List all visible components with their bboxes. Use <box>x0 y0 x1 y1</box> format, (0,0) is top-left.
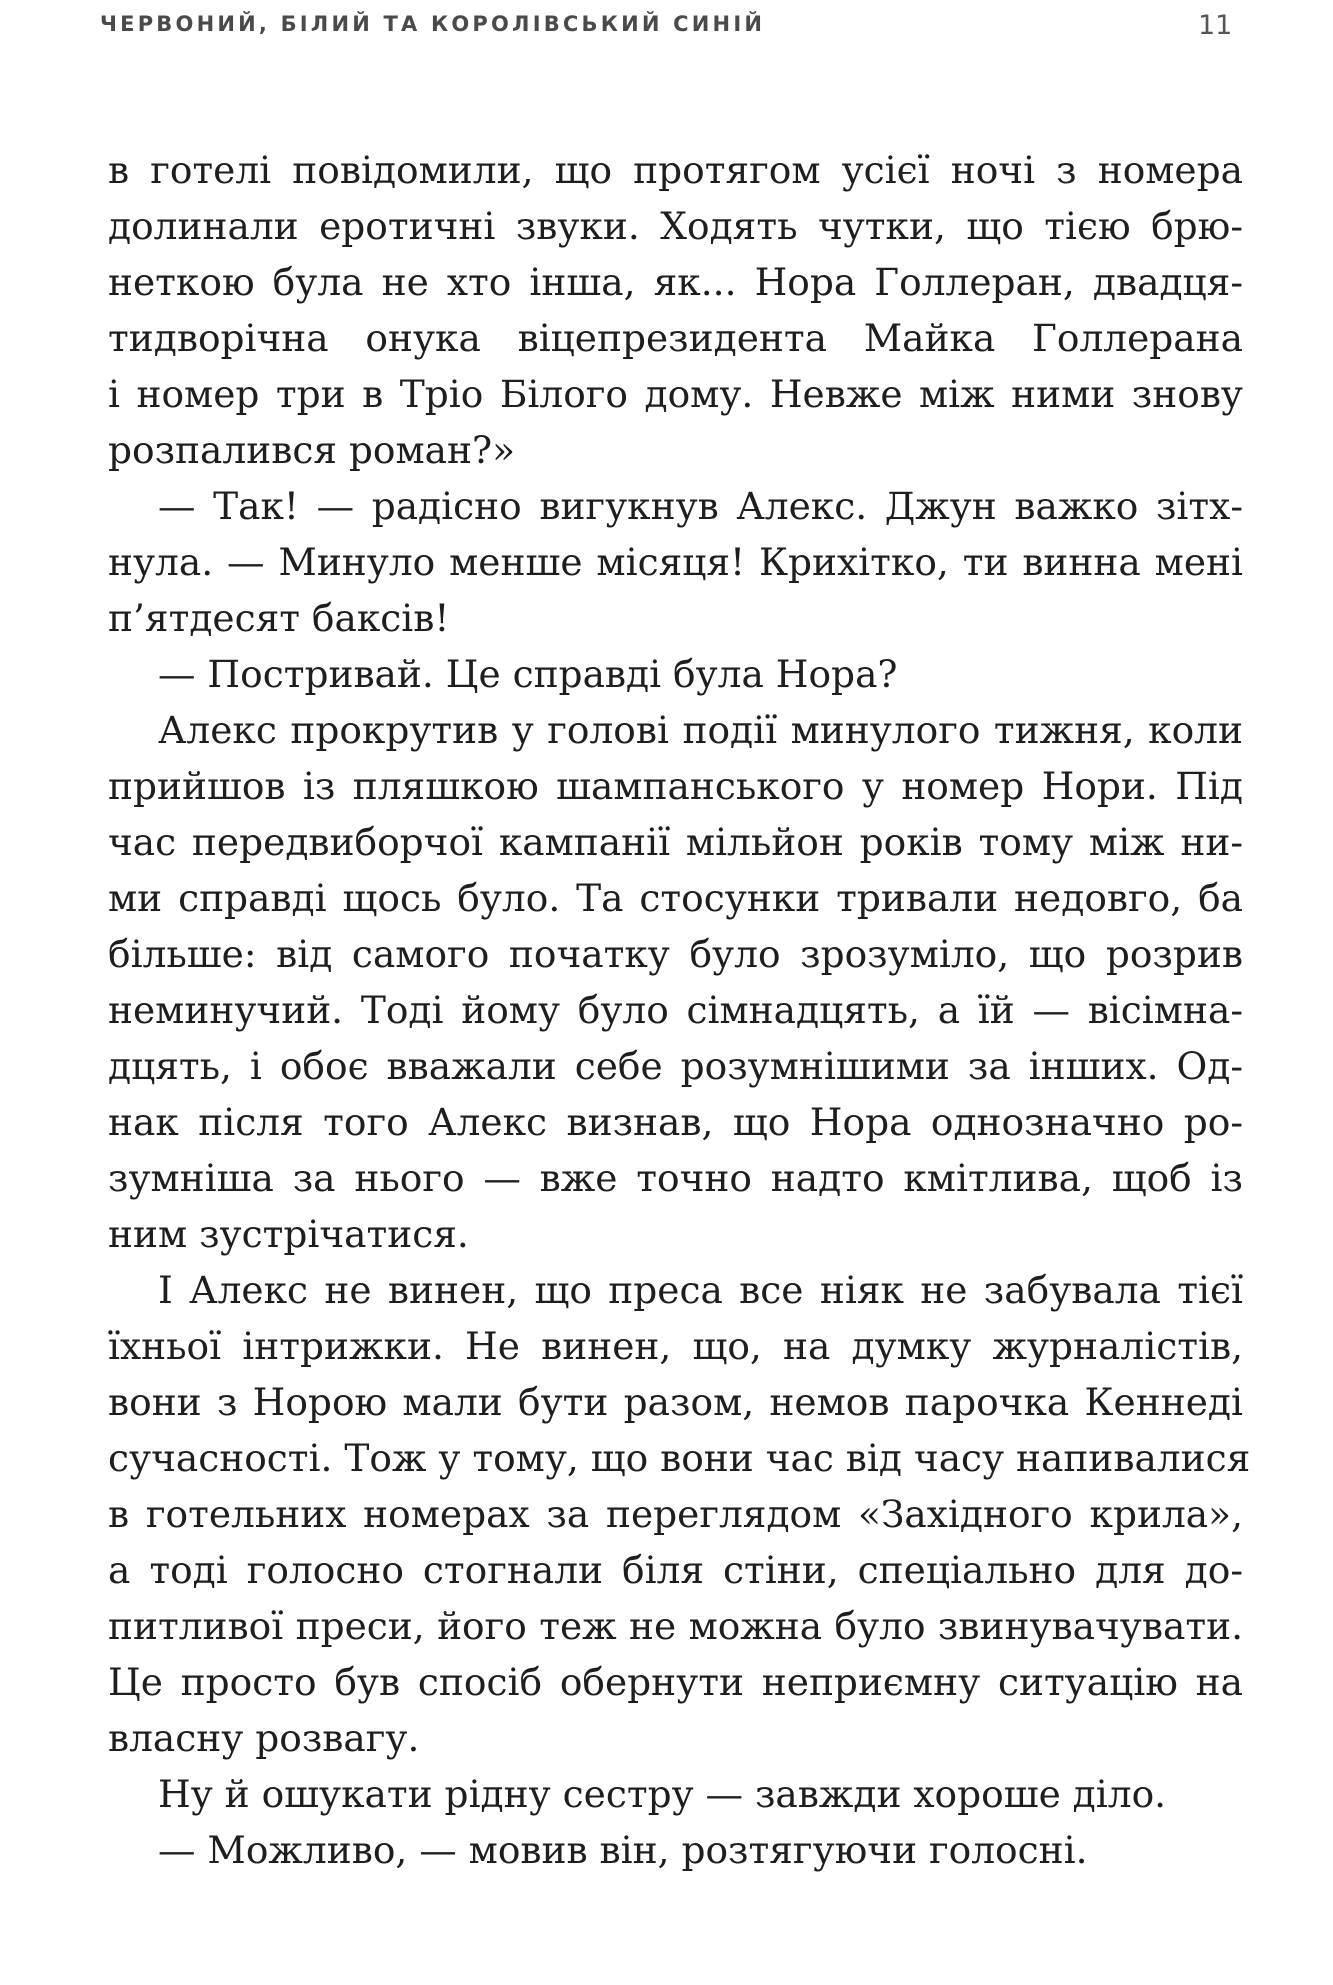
text-line: п’ятдесят баксів! <box>108 596 450 640</box>
text-line: неткою була не хто інша, як... Нора Голлеран, двадця- <box>108 260 1243 304</box>
text-line: Це просто був спосіб обернути неприємну ситуацію на <box>108 1660 1243 1704</box>
text-line: — Можливо, — мовив він, розтягуючи голосні. <box>158 1828 1088 1872</box>
text-line: ми справді щось було. Та стосунки тривали недовго, ба <box>108 876 1243 920</box>
text-line: сучасності. Тож у тому, що вони час від часу напивалися <box>108 1436 1251 1480</box>
text-line: вони з Норою мали бути разом, немов парочка Кеннеді <box>108 1380 1243 1424</box>
text-line: ним зустрічатися. <box>108 1212 469 1256</box>
text-line: долинали еротичні звуки. Ходять чутки, що тією брю- <box>108 204 1243 248</box>
text-line: тидворічна онука віцепрезидента Майка Голлерана <box>108 316 1243 360</box>
page-number: 11 <box>1198 10 1233 41</box>
text-line: в готелі повідомили, що протягом усієї ночі з номера <box>108 148 1243 192</box>
text-line: Ну й ошукати рідну сестру — завжди хороше діло. <box>158 1772 1167 1816</box>
text-line: час передвиборчої кампанії мільйон років тому між ни- <box>108 820 1243 864</box>
text-line: — Постривай. Це справді була Нора? <box>158 652 898 696</box>
text-line: зумніша за нього — вже точно надто кмітлива, щоб із <box>108 1156 1243 1200</box>
text-line: прийшов із пляшкою шампанського у номер Нори. Під <box>108 764 1243 808</box>
text-line: а тоді голосно стогнали біля стіни, спеціально для до- <box>108 1548 1243 1592</box>
text-line: неминучий. Тоді йому було сімнадцять, а їй — вісімна- <box>108 988 1243 1032</box>
text-line: нак після того Алекс визнав, що Нора однозначно ро- <box>108 1100 1243 1144</box>
text-line: в готельних номерах за переглядом «Західного крила», <box>108 1492 1243 1536</box>
text-line: нула. — Минуло менше місяця! Крихітко, ти винна мені <box>108 540 1243 584</box>
text-line: більше: від самого початку було зрозуміло, що розрив <box>108 932 1243 976</box>
text-line: і номер три в Тріо Білого дому. Невже між ними знову <box>108 372 1243 416</box>
text-line: І Алекс не винен, що преса все ніяк не забувала тієї <box>158 1268 1243 1312</box>
text-line: дцять, і обоє вважали себе розумнішими за інших. Од- <box>108 1044 1243 1088</box>
text-line: питливої преси, його теж не можна було звинувачувати. <box>108 1604 1243 1648</box>
text-line: їхньої інтрижки. Не винен, що, на думку журналістів, <box>108 1324 1243 1368</box>
text-line: розпалився роман?» <box>108 428 516 472</box>
text-line: Алекс прокрутив у голові події минулого тижня, коли <box>158 708 1243 752</box>
text-line: — Так! — радісно вигукнув Алекс. Джун важко зітх- <box>158 484 1243 528</box>
text-line: власну розвагу. <box>108 1716 420 1760</box>
running-head-title: ЧЕРВОНИЙ, БІЛИЙ ТА КОРОЛІВСЬКИЙ СИНІЙ <box>100 12 766 36</box>
body-text <box>108 142 1251 1878</box>
